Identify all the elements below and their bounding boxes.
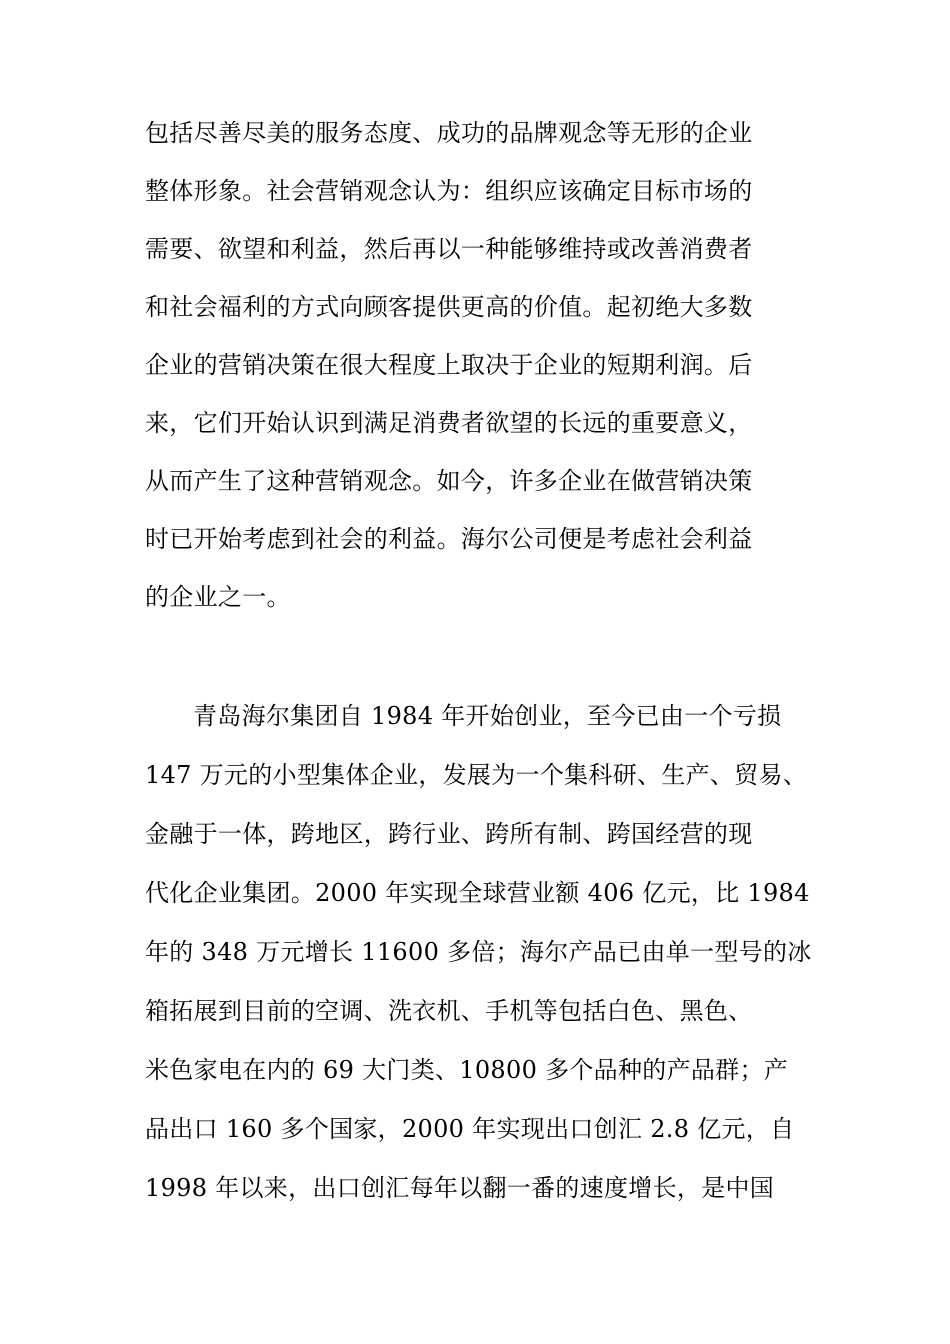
paragraph-1-line-7: 从而产生了这种营销观念。如今，许多企业在做营销决策 [145, 467, 753, 495]
paragraph-2-line-3: 金融于一体，跨地区，跨行业、跨所有制、跨国经营的现 [145, 820, 753, 848]
paragraph-2-line-1: 青岛海尔集团自 1984 年开始创业，至今已由一个亏损 [193, 702, 782, 730]
paragraph-2-line-2: 147 万元的小型集体企业，发展为一个集科研、生产、贸易、 [145, 761, 808, 789]
paragraph-1-line-8: 时已开始考虑到社会的利益。海尔公司便是考虑社会利益 [145, 525, 753, 553]
paragraph-1-line-9: 的企业之一。 [145, 583, 291, 611]
paragraph-1-line-2: 整体形象。社会营销观念认为：组织应该确定目标市场的 [145, 177, 753, 205]
paragraph-1-line-3: 需要、欲望和利益，然后再以一种能够维持或改善消费者 [145, 235, 753, 263]
paragraph-2-line-6: 箱拓展到目前的空调、洗衣机、手机等包括白色、黑色、 [145, 997, 753, 1025]
paragraph-2-line-5: 年的 348 万元增长 11600 多倍；海尔产品已由单一型号的冰 [145, 938, 812, 966]
paragraph-1-line-6: 来，它们开始认识到满足消费者欲望的长远的重要意义， [145, 409, 753, 437]
paragraph-2-line-7: 米色家电在内的 69 大门类、10800 多个品种的产品群；产 [145, 1056, 789, 1084]
paragraph-1-line-5: 企业的营销决策在很大程度上取决于企业的短期利润。后 [145, 351, 753, 379]
paragraph-1-line-1: 包括尽善尽美的服务态度、成功的品牌观念等无形的企业 [145, 119, 753, 147]
paragraph-1-line-4: 和社会福利的方式向顾客提供更高的价值。起初绝大多数 [145, 293, 753, 321]
paragraph-2-line-8: 品出口 160 多个国家，2000 年实现出口创汇 2.8 亿元，自 [145, 1115, 795, 1143]
paragraph-2-line-9: 1998 年以来，出口创汇每年以翻一番的速度增长，是中国 [145, 1174, 775, 1202]
paragraph-2-line-4: 代化企业集团。2000 年实现全球营业额 406 亿元，比 1984 [145, 879, 810, 907]
